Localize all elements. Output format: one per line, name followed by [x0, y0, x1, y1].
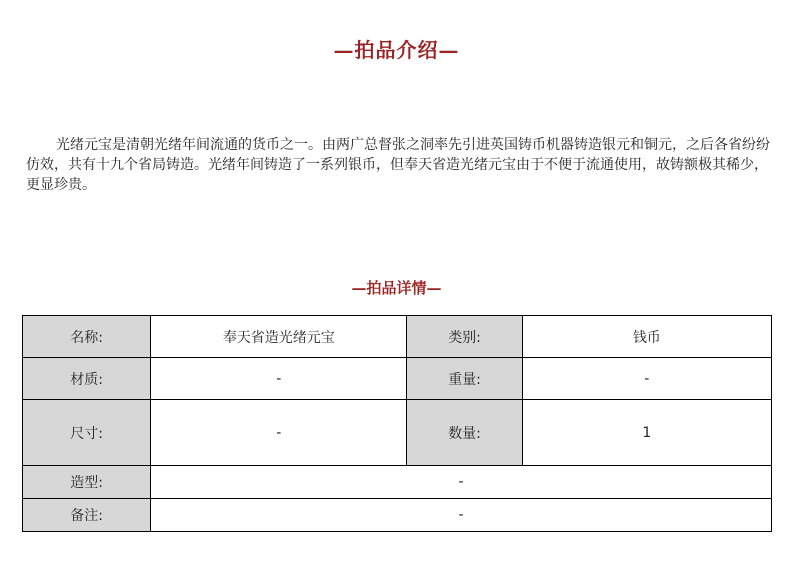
intro-title: —拍品介绍— — [333, 38, 460, 62]
table-row — [23, 400, 772, 466]
details-title: —拍品详情— — [351, 279, 442, 297]
name-label: 名称: — [23, 316, 151, 358]
table-row — [23, 316, 772, 358]
remarks-value: - — [151, 499, 772, 532]
remarks-label: 备注: — [23, 499, 151, 532]
size-label: 尺寸: — [23, 400, 151, 466]
category-label: 类别: — [407, 316, 522, 358]
shape-label: 造型: — [23, 466, 151, 499]
quantity-value: 1 — [522, 400, 771, 466]
table-row — [23, 499, 772, 532]
intro-paragraph: 光绪元宝是清朝光绪年间流通的货币之一。由两广总督张之洞率先引进英国铸币机器铸造银元和铜元，之后各省纷纷仿效，共有十九个省局铸造。光绪年间铸造了一系列银币，但奉天省造光绪元宝由于不便于流通使用，故铸额极其稀少，更显珍贵。 — [26, 137, 770, 193]
weight-label: 重量: — [407, 358, 522, 400]
material-value: - — [151, 358, 407, 400]
weight-value: - — [522, 358, 771, 400]
quantity-label: 数量: — [407, 400, 522, 466]
table-row — [23, 466, 772, 499]
size-value: - — [151, 400, 407, 466]
material-label: 材质: — [23, 358, 151, 400]
details-table — [22, 315, 772, 532]
table-row — [23, 358, 772, 400]
name-value: 奉天省造光绪元宝 — [151, 316, 407, 358]
category-value: 钱币 — [522, 316, 771, 358]
shape-value: - — [151, 466, 772, 499]
